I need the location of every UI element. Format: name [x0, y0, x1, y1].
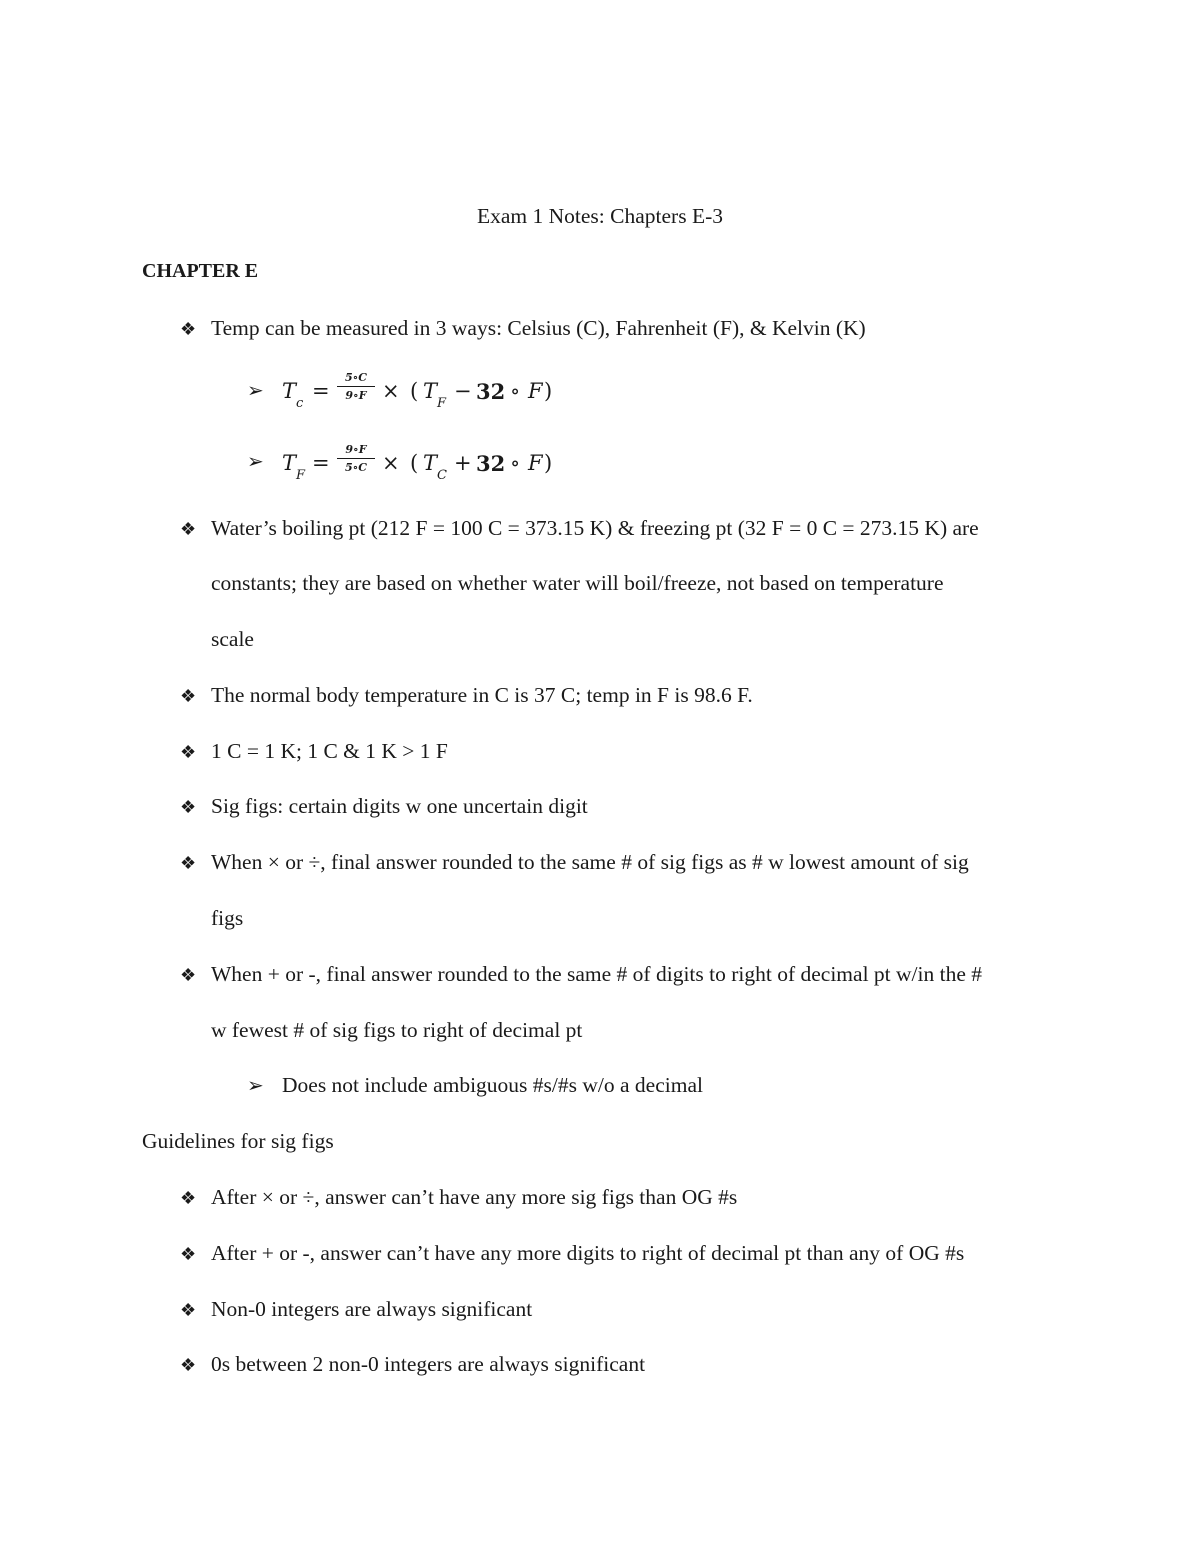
formula-open-paren: (: [410, 379, 419, 403]
formula-equals: =: [312, 379, 330, 403]
bullet-icon: ❖: [180, 1300, 197, 1320]
bullet-icon: ❖: [180, 686, 197, 706]
formula-inner-sub: F: [437, 396, 447, 411]
guideline-item: 0s between 2 non-0 integers are always significant: [211, 1352, 646, 1376]
bullet-icon: ❖: [180, 1244, 197, 1264]
formula-number: 32: [476, 451, 506, 476]
chapter-heading: CHAPTER E: [142, 260, 259, 282]
note-add-line-1: When + or -, final answer rounded to the same # of digits to right of decimal pt w/in the #: [211, 962, 983, 986]
formula-operator: +: [454, 451, 472, 475]
note-water-line-3: scale: [211, 627, 254, 651]
note-water-line-1: Water’s boiling pt (212 F = 100 C = 373.15 K) & freezing pt (32 F = 0 C = 273.15 K) are: [211, 516, 979, 540]
formula-inner-sub: C: [437, 468, 447, 483]
formula-inner-var: T: [423, 451, 438, 475]
fraction-bar: [337, 458, 375, 459]
fraction-denominator: 5∘C: [344, 461, 368, 474]
formula-inner-var: T: [423, 379, 438, 403]
bullet-icon: ❖: [180, 965, 197, 985]
fraction-bar: [337, 386, 375, 387]
formula-unit: F: [528, 451, 543, 475]
formula-lhs-sub: c: [296, 396, 304, 411]
page-title: Exam 1 Notes: Chapters E-3: [476, 204, 723, 228]
formula-times: ×: [382, 451, 400, 475]
formula-unit: F: [528, 379, 543, 403]
bullet-icon: ❖: [180, 742, 197, 762]
formula-lhs: T: [282, 379, 297, 403]
formula-operator: −: [454, 379, 472, 403]
note-water-line-2: constants; they are based on whether water will boil/freeze, not based on temperature: [211, 571, 944, 595]
formula-open-paren: (: [410, 451, 419, 475]
note-sig-figs-def: Sig figs: certain digits w one uncertain digit: [211, 794, 588, 818]
formula-fraction: [337, 371, 375, 402]
formula-number: 32: [476, 379, 506, 404]
formula-times: ×: [382, 379, 400, 403]
guidelines-heading: Guidelines for sig figs: [142, 1129, 334, 1153]
formula-lhs-sub: F: [296, 468, 306, 483]
fraction-numerator: 5∘C: [344, 371, 368, 384]
formula-equals: =: [312, 451, 330, 475]
note-add-line-2: w fewest # of sig figs to right of decimal pt: [211, 1018, 583, 1042]
note-mult-line-2: figs: [211, 906, 244, 930]
bullet-icon: ❖: [180, 319, 197, 339]
fraction-numerator: 9∘F: [345, 443, 367, 456]
arrow-icon: ➢: [247, 1075, 264, 1097]
bullet-icon: ❖: [180, 853, 197, 873]
bullet-icon: ❖: [180, 519, 197, 539]
guideline-item: Non-0 integers are always significant: [211, 1297, 533, 1321]
bullet-icon: ❖: [180, 1355, 197, 1375]
bullet-icon: ❖: [180, 1188, 197, 1208]
formula-close-paren: ): [544, 451, 553, 475]
formula-lhs: T: [282, 451, 297, 475]
note-mult-line-1: When × or ÷, final answer rounded to the same # of sig figs as # w lowest amount of sig: [211, 850, 969, 874]
bullet-icon: ❖: [180, 797, 197, 817]
arrow-icon: ➢: [247, 380, 264, 402]
formula-degree: ∘: [510, 451, 521, 475]
formula-fraction: [337, 443, 375, 474]
note-degree-compare: 1 C = 1 K; 1 C & 1 K > 1 F: [211, 739, 448, 763]
guideline-item: After × or ÷, answer can’t have any more sig figs than OG #s: [211, 1185, 738, 1209]
note-temp-ways: Temp can be measured in 3 ways: Celsius (C), Fahrenheit (F), & Kelvin (K): [211, 316, 866, 340]
formula-close-paren: ): [544, 379, 553, 403]
arrow-icon: ➢: [247, 451, 264, 473]
guideline-item: After + or -, answer can’t have any more digits to right of decimal pt than any of OG #s: [211, 1241, 965, 1265]
formula-degree: ∘: [510, 379, 521, 403]
note-body-temp: The normal body temperature in C is 37 C; temp in F is 98.6 F.: [211, 683, 753, 707]
fraction-denominator: 9∘F: [345, 389, 367, 402]
note-add-sub: Does not include ambiguous #s/#s w/o a decimal: [282, 1073, 703, 1097]
